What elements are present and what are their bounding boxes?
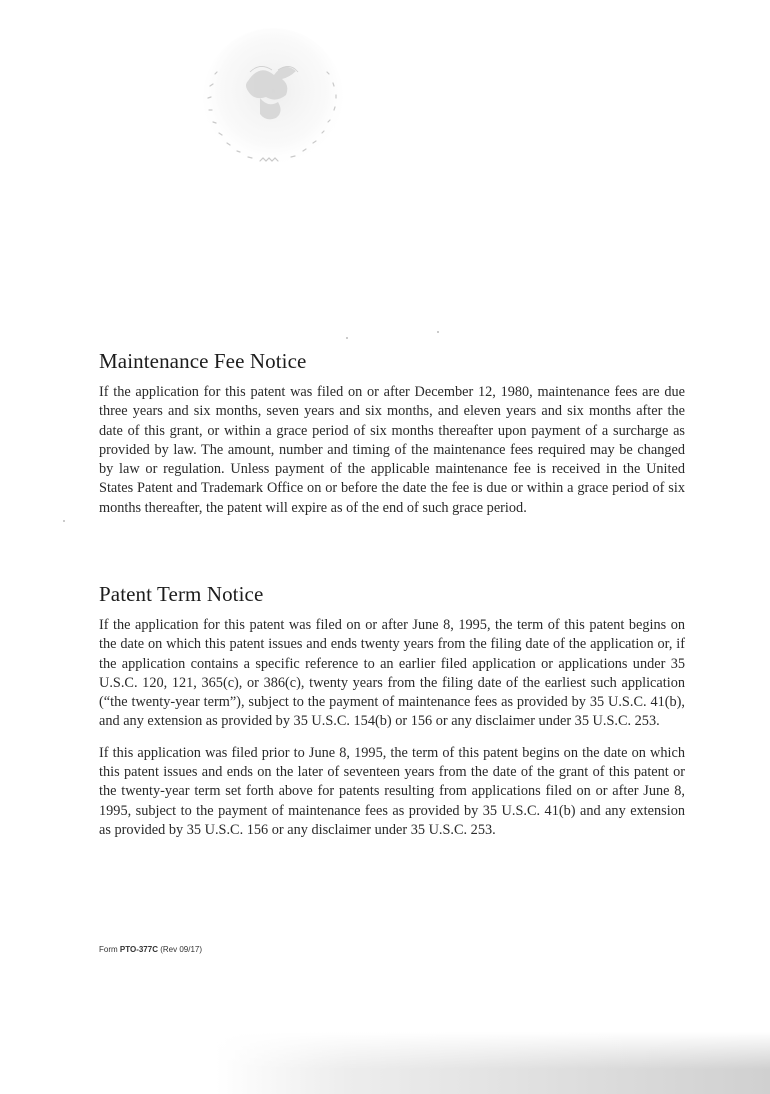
patent-term-section <box>99 582 685 852</box>
form-revision: (Rev 09/17) <box>157 945 203 954</box>
section-heading: Patent Term Notice <box>99 582 264 606</box>
section-heading: Maintenance Fee Notice <box>99 349 307 373</box>
section-paragraph: If this application was filed prior to June 8, 1995, the term of this patent begins on the date on which this patent issues and ends on the later of seventeen years from the date of the grant of this patent or the twenty-year term set forth above for patents resulting from applications filed on or after June 8, 1995, subject to the payment of maintenance fees as provided by 35 U.S.C. 41(b) and any extension as provided by 35 U.S.C. 156 or any disclaimer under 35 U.S.C. 253. <box>99 744 685 838</box>
scan-speck <box>437 331 439 333</box>
section-paragraph: If the application for this patent was filed on or after December 12, 1980, maintenance fees are due three years and six months, seven years and six months, and eleven years and six months after the date of this grant, or within a grace period of six months thereafter upon payment of a surcharge as provided by law. The amount, number and timing of the maintenance fees required may be changed by law or regulation. Unless payment of the applicable maintenance fee is received in the United States Patent and Trademark Office on or before the date the fee is due or within a grace period of six months thereafter, the patent will expire as of the end of such grace period. <box>99 384 685 516</box>
form-number: PTO-377C <box>119 945 158 954</box>
scan-speck <box>63 520 65 522</box>
embossed-seal-icon <box>188 26 358 181</box>
section-paragraph: If the application for this patent was filed on or after June 8, 1995, the term of this patent begins on the date on which this patent issues and ends twenty years from the filing date of the application or, if the application contains a specific reference to an earlier filed application or applications under 35 U.S.C. 120, 121, 365(c), or 386(c), twenty years from the filing date of the earliest such application (“the twenty-year term”), subject to the payment of maintenance fees as provided by 35 U.S.C. 41(b), and any extension as provided by 35 U.S.C. 154(b) or 156 or any disclaimer under 35 U.S.C. 253. <box>99 617 685 730</box>
maintenance-fee-section <box>99 349 685 530</box>
form-footer <box>99 945 202 954</box>
footer-prefix: Form <box>99 945 120 954</box>
scan-speck <box>346 337 348 339</box>
scan-edge-fade <box>0 1032 770 1094</box>
